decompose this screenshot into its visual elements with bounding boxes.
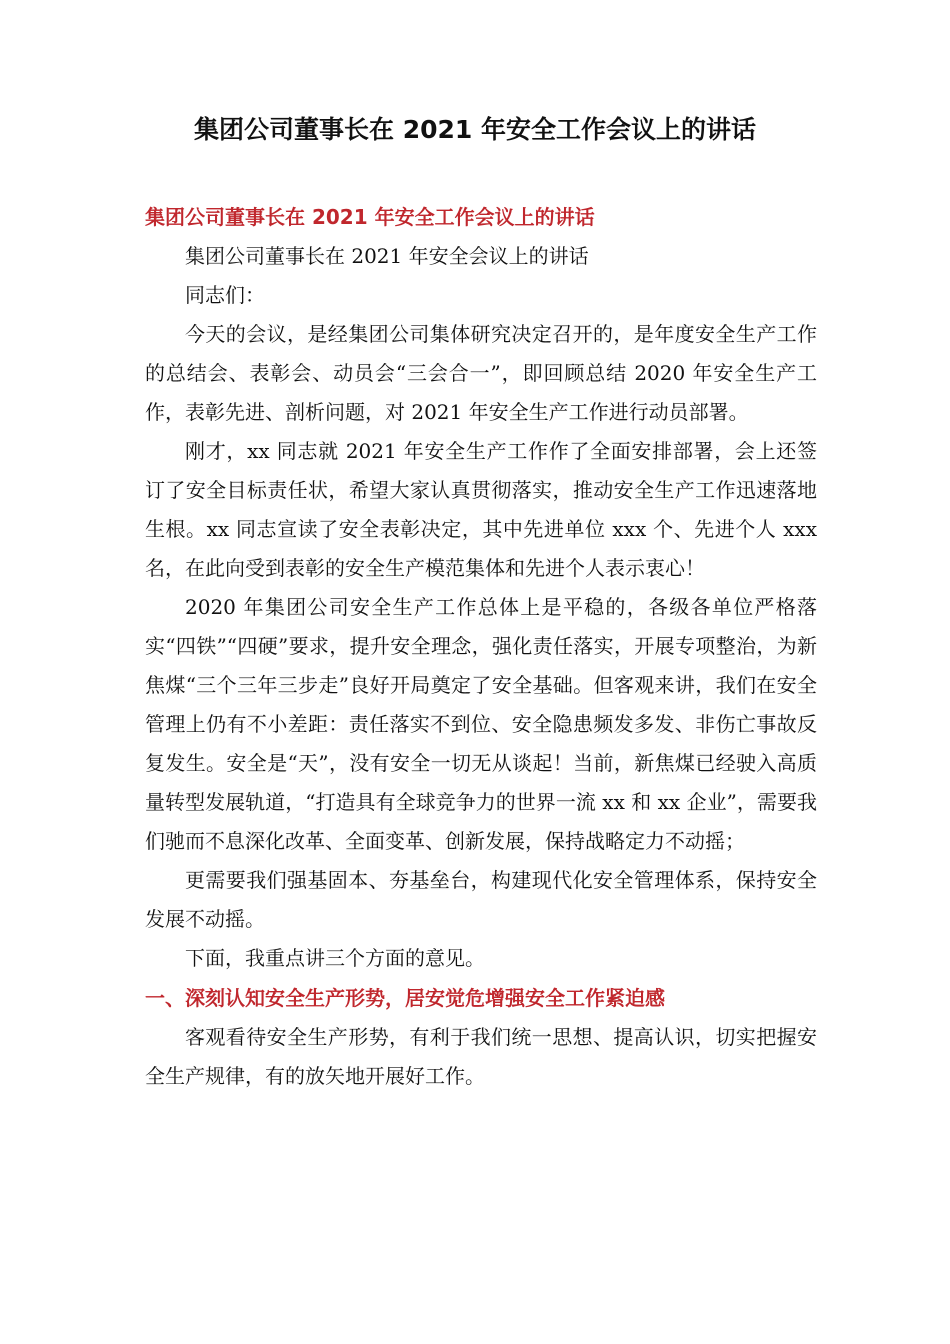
document-body: [145, 197, 817, 1096]
speech-subtitle: 集团公司董事长在 2021 年安全会议上的讲话: [185, 244, 589, 268]
section-heading-1: 一、深刻认知安全生产形势，居安觉危增强安全工作紧迫感: [145, 986, 665, 1010]
paragraph: 客观看待安全生产形势，有利于我们统一思想、提高认识，切实把握安全生产规律，有的放矢地开展好工作。: [145, 1025, 817, 1088]
paragraph: 今天的会议，是经集团公司集体研究决定召开的，是年度安全生产工作的总结会、表彰会、动员会“三会合一”，即回顾总结 2020 年安全生产工作，表彰先进、剖析问题，对 2021 年安全生产工作进行动员部署。: [145, 322, 817, 424]
paragraph: 2020 年集团公司安全生产工作总体上是平稳的，各级各单位严格落实“四铁”“四硬”要求，提升安全理念，强化责任落实，开展专项整治，为新焦煤“三个三年三步走”良好开局奠定了安全基础。但客观来讲，我们在安全管理上仍有不小差距：责任落实不到位、安全隐患频发多发、非伤亡事故反复发生。安全是“天”，没有安全一切无从谈起！当前，新焦煤已经驶入高质量转型发展轨道，“打造具有全球竞争力的世界一流 xx 和 xx 企业”，需要我们驰而不息深化改革、全面变革、创新发展，保持战略定力不动摇；: [145, 595, 817, 853]
document-title: 集团公司董事长在 2021 年安全工作会议上的讲话: [194, 115, 756, 144]
paragraph: 下面，我重点讲三个方面的意见。: [185, 946, 485, 970]
main-heading: 集团公司董事长在 2021 年安全工作会议上的讲话: [145, 205, 595, 229]
paragraph: 更需要我们强基固本、夯基垒台，构建现代化安全管理体系，保持安全发展不动摇。: [145, 868, 817, 931]
paragraph: 刚才，xx 同志就 2021 年安全生产工作作了全面安排部署，会上还签订了安全目标责任状，希望大家认真贯彻落实，推动安全生产工作迅速落地生根。xx 同志宣读了安全表彰决定，其中先进单位 xxx 个、先进个人 xxx 名，在此向受到表彰的安全生产模范集体和先进个人表示衷心！: [145, 439, 817, 580]
salutation: 同志们：: [185, 283, 265, 307]
